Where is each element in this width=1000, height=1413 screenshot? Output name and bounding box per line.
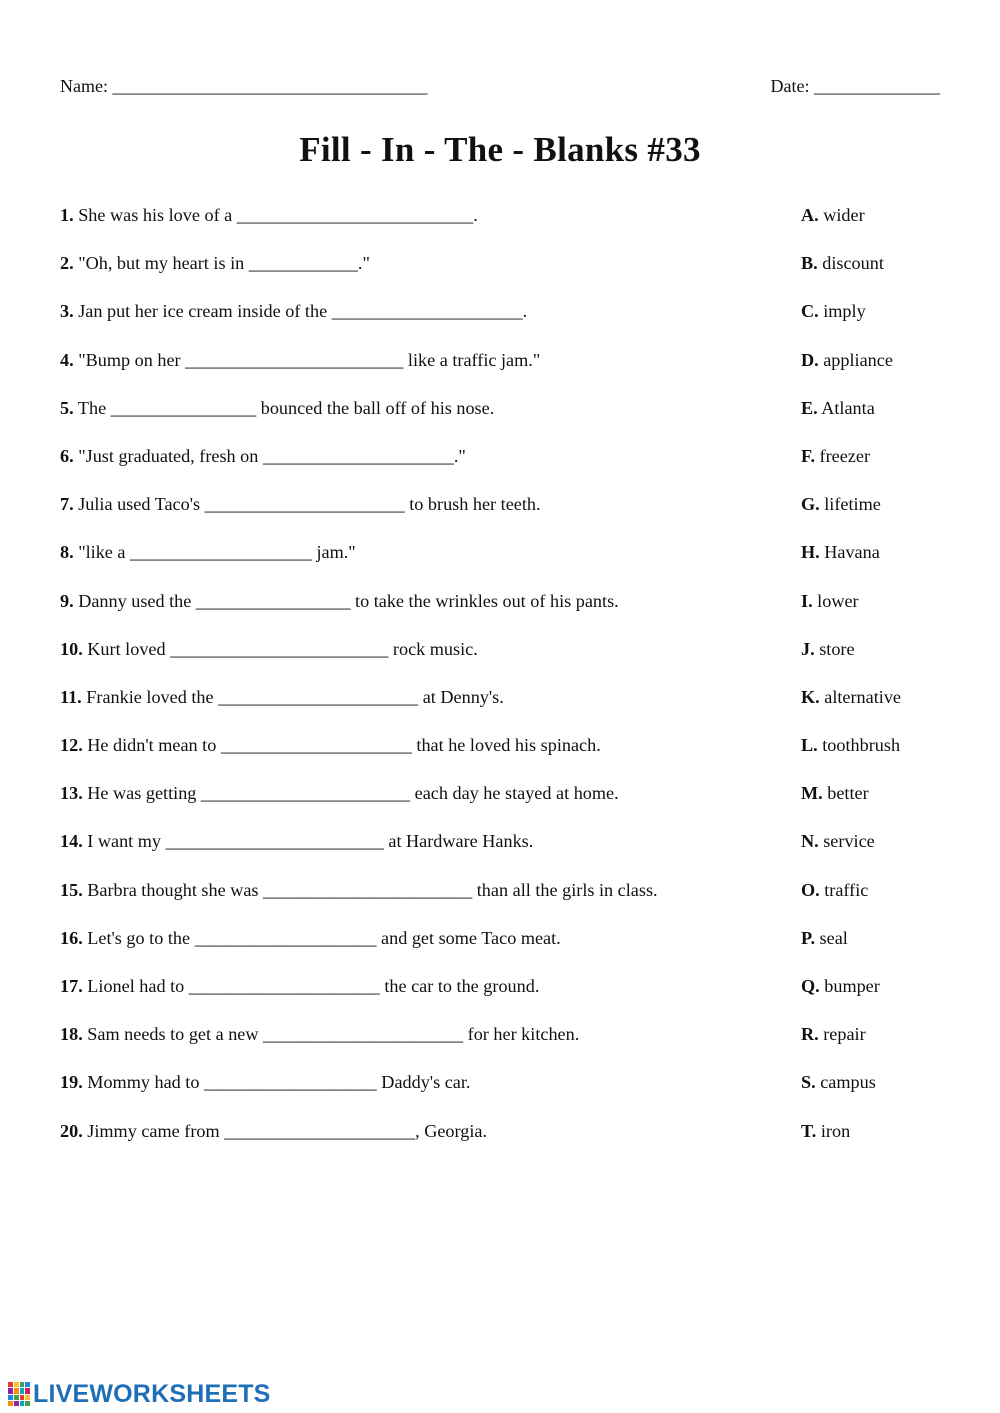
answer-option [801, 831, 875, 852]
question-row [60, 731, 940, 779]
question-row [60, 538, 940, 586]
answer-word: better [827, 783, 869, 804]
answer-option [801, 494, 881, 515]
answer-word: iron [820, 1120, 851, 1141]
name-field[interactable]: Name: ___________________________________ [60, 76, 428, 96]
question-row [60, 924, 940, 972]
question-sentence: Barbra thought she was _______________________ than all the girls in class. [87, 879, 658, 900]
answer-option [801, 398, 875, 419]
question-number: 4. [60, 349, 74, 370]
question-sentence: Kurt loved ________________________ rock music. [87, 638, 478, 659]
answer-option [801, 350, 893, 371]
question-row [60, 876, 940, 924]
answer-letter: O. [801, 879, 820, 900]
answer-word: Havana [824, 542, 880, 563]
question-text [60, 687, 504, 708]
answer-option [801, 542, 880, 563]
answer-word: seal [819, 927, 848, 948]
question-sentence: "Bump on her ________________________ like a traffic jam." [78, 349, 541, 370]
answer-letter: N. [801, 831, 819, 852]
answer-letter: B. [801, 253, 818, 274]
answer-letter: E. [801, 397, 818, 418]
question-text [60, 494, 541, 515]
question-sentence: Frankie loved the ______________________ at Denny's. [86, 686, 504, 707]
question-number: 5. [60, 397, 74, 418]
logo-tile [25, 1382, 30, 1387]
logo-tile [14, 1382, 19, 1387]
answer-word: lifetime [824, 494, 881, 515]
question-sentence: "Oh, but my heart is in ____________." [78, 253, 370, 274]
logo-tile [25, 1395, 30, 1400]
answer-letter: T. [801, 1120, 817, 1141]
answer-word: traffic [824, 879, 869, 900]
question-row [60, 1117, 940, 1165]
answer-word: store [819, 638, 855, 659]
question-number: 1. [60, 205, 74, 225]
answer-option [801, 301, 866, 322]
question-row [60, 683, 940, 731]
answer-word: appliance [823, 349, 893, 370]
answer-word: bumper [824, 976, 880, 996]
logo-tile [14, 1395, 19, 1400]
answer-option [801, 880, 868, 901]
question-row [60, 394, 940, 442]
question-text [60, 591, 619, 612]
question-sentence: He was getting _______________________ each day he stayed at home. [87, 783, 619, 804]
question-row [60, 201, 940, 249]
answer-letter: D. [801, 349, 819, 370]
question-number: 9. [60, 590, 74, 611]
question-number: 15. [60, 879, 83, 900]
question-sentence: The ________________ bounced the ball off of his nose. [77, 397, 495, 418]
question-sentence: Sam needs to get a new ______________________ for her kitchen. [87, 1024, 580, 1045]
answer-word: lower [817, 590, 859, 611]
question-text [60, 639, 478, 660]
answer-word: discount [822, 253, 884, 274]
logo-tile [14, 1388, 19, 1393]
answer-letter: S. [801, 1072, 816, 1093]
question-text [60, 928, 561, 949]
question-number: 17. [60, 976, 83, 996]
answer-option [801, 687, 901, 708]
answer-word: service [823, 831, 875, 852]
logo-tile [20, 1382, 25, 1387]
question-text [60, 301, 527, 322]
question-number: 18. [60, 1024, 83, 1045]
answer-letter: L. [801, 735, 818, 756]
logo-tile [8, 1395, 13, 1400]
question-row [60, 346, 940, 394]
question-number: 16. [60, 927, 83, 948]
question-list [60, 201, 940, 1165]
date-field[interactable]: Date: ______________ [770, 76, 940, 96]
question-sentence: He didn't mean to _____________________ that he loved his spinach. [87, 735, 601, 756]
logo-tile [8, 1382, 13, 1387]
question-text [60, 205, 478, 226]
logo-tile [20, 1401, 25, 1406]
question-text [60, 1024, 579, 1045]
logo-tile [25, 1388, 30, 1393]
answer-option [801, 928, 848, 949]
question-text [60, 735, 601, 756]
logo-tile [8, 1388, 13, 1393]
question-number: 10. [60, 638, 83, 659]
answer-option [801, 591, 859, 612]
answer-letter: M. [801, 783, 823, 804]
question-row [60, 1020, 940, 1068]
answer-letter: Q. [801, 976, 820, 996]
answer-option [801, 735, 900, 756]
question-sentence: Jan put her ice cream inside of the _____________________. [78, 301, 528, 322]
question-text [60, 1121, 487, 1142]
question-number: 6. [60, 445, 74, 466]
question-row [60, 827, 940, 875]
answer-letter: I. [801, 590, 813, 611]
question-number: 19. [60, 1072, 83, 1093]
question-text [60, 398, 494, 419]
question-sentence: Lionel had to _____________________ the car to the ground. [87, 976, 540, 996]
header-row [60, 76, 940, 104]
answer-letter: A. [801, 205, 819, 225]
question-text [60, 976, 539, 997]
answer-letter: R. [801, 1024, 819, 1045]
question-row [60, 442, 940, 490]
question-sentence: Danny used the _________________ to take the wrinkles out of his pants. [78, 590, 619, 611]
answer-option [801, 1121, 850, 1142]
question-row [60, 490, 940, 538]
question-sentence: "Just graduated, fresh on _____________________." [78, 445, 466, 466]
logo-tile [20, 1395, 25, 1400]
answer-option [801, 253, 884, 274]
answer-option [801, 976, 880, 997]
answer-word: imply [823, 301, 866, 322]
answer-letter: J. [801, 638, 815, 659]
question-sentence: Let's go to the ____________________ and get some Taco meat. [87, 927, 561, 948]
question-text [60, 880, 658, 901]
answer-word: freezer [819, 445, 871, 466]
answer-option [801, 1024, 866, 1045]
question-row [60, 635, 940, 683]
question-text [60, 350, 540, 371]
question-sentence: Mommy had to ___________________ Daddy's car. [87, 1072, 471, 1093]
question-text [60, 783, 619, 804]
question-number: 3. [60, 301, 74, 322]
answer-option [801, 205, 865, 226]
answer-letter: K. [801, 686, 820, 707]
question-sentence: She was his love of a __________________________. [78, 205, 478, 225]
answer-word: Atlanta [821, 397, 875, 418]
logo-tile [8, 1401, 13, 1406]
answer-word: alternative [824, 686, 901, 707]
question-row [60, 587, 940, 635]
question-text [60, 831, 533, 852]
question-text [60, 542, 356, 563]
logo-tile [25, 1401, 30, 1406]
question-number: 12. [60, 735, 83, 756]
answer-option [801, 639, 855, 660]
answer-word: toothbrush [822, 735, 901, 756]
question-row [60, 297, 940, 345]
answer-word: repair [823, 1024, 866, 1045]
answer-letter: G. [801, 494, 820, 515]
question-number: 14. [60, 831, 83, 852]
answer-letter: C. [801, 301, 819, 322]
answer-letter: H. [801, 542, 820, 563]
question-text [60, 253, 370, 274]
question-row [60, 1068, 940, 1116]
question-row [60, 779, 940, 827]
question-sentence: I want my ________________________ at Hardware Hanks. [87, 831, 534, 852]
answer-option [801, 783, 869, 804]
answer-option [801, 1072, 876, 1093]
question-number: 20. [60, 1120, 83, 1141]
question-sentence: "like a ____________________ jam." [78, 542, 356, 563]
question-number: 8. [60, 542, 74, 563]
question-row [60, 972, 940, 1020]
question-sentence: Julia used Taco's ______________________ to brush her teeth. [78, 494, 541, 515]
question-text [60, 1072, 470, 1093]
logo-text: LIVEWORKSHEETS [33, 1379, 271, 1408]
liveworksheets-logo [8, 1379, 271, 1409]
logo-mosaic-icon [8, 1382, 30, 1406]
question-sentence: Jimmy came from _____________________, Georgia. [87, 1120, 488, 1141]
question-row [60, 249, 940, 297]
logo-tile [20, 1388, 25, 1393]
question-number: 7. [60, 494, 74, 515]
question-number: 11. [60, 686, 82, 707]
question-number: 2. [60, 253, 74, 274]
answer-option [801, 446, 870, 467]
logo-tile [14, 1401, 19, 1406]
answer-word: wider [823, 205, 865, 225]
answer-letter: F. [801, 445, 815, 466]
answer-word: campus [820, 1072, 876, 1093]
page-title: Fill - In - The - Blanks #33 [299, 130, 701, 169]
answer-letter: P. [801, 927, 815, 948]
question-number: 13. [60, 783, 83, 804]
question-text [60, 446, 466, 467]
